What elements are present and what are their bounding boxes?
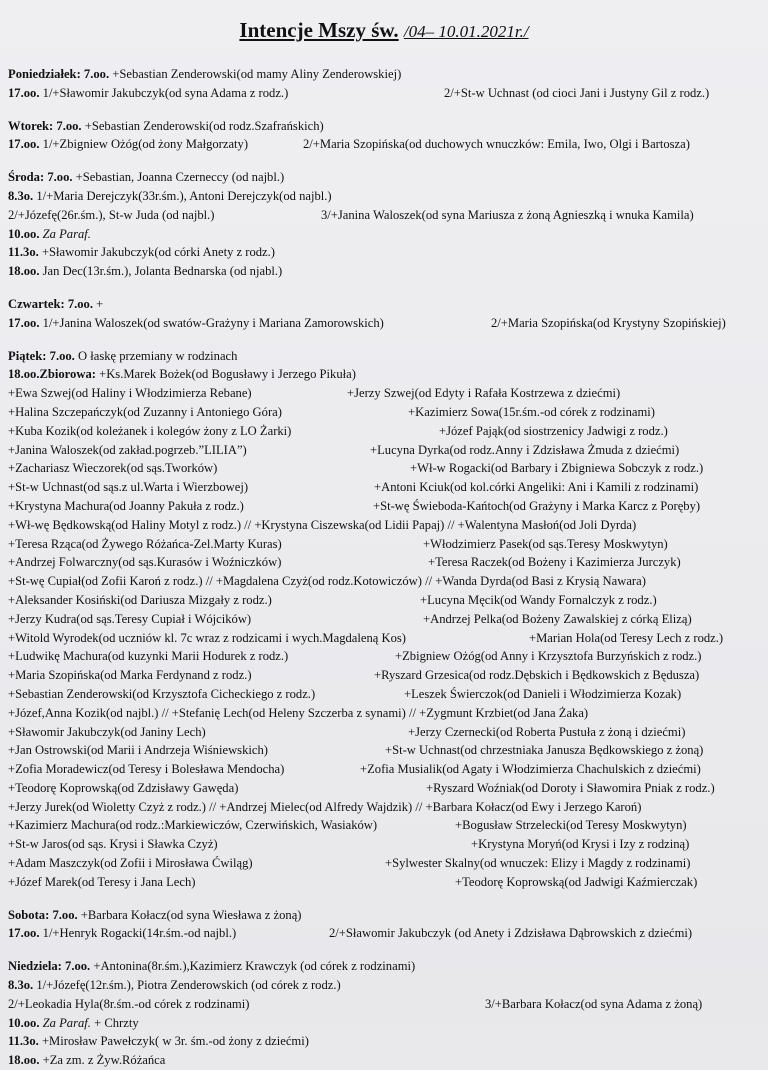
intention-text: +Józef,Anna Kozik(od najbl.) // +Stefanię Lech(od Heleny Szczerba z synami) // +Zygmunt Krzbiet(od Jana Żaka) [8, 705, 589, 720]
day-label: Poniedziałek: [8, 67, 81, 81]
intention-entry [455, 816, 687, 835]
intention-line [8, 187, 760, 206]
page-title [8, 18, 760, 43]
intention-text: 1/+Józefę(12r.śm.), Piotra Zenderowskich (od córek z rodz.) [36, 978, 341, 993]
intention-text: +Sławomir Jakubczyk(od córki Anety z rodz.) [41, 245, 275, 260]
intention-entry [8, 441, 247, 460]
intention-text: +Zbigniew Ożóg(od Anny i Krzysztofa Burzyńskich z rodz.) [395, 649, 702, 664]
intention-entry [423, 610, 692, 629]
intentions-list [8, 65, 760, 1070]
mass-time: 7.oo. [49, 348, 75, 363]
intention-text: 2/+Maria Szopińska(od Krystyny Szopińskiej) [491, 315, 726, 330]
intention-text: +Adam Maszczyk(od Zofii i Mirosława Ćwiląg) [8, 856, 253, 871]
intention-entry [428, 553, 681, 572]
day-label: Piątek: [8, 348, 47, 363]
mass-time: 7.oo. [65, 959, 91, 974]
intention-text: +St-w Uchnast(od chrzestniaka Janusza Będkowskiego z żoną) [385, 743, 704, 758]
mass-time: 17.oo. [8, 315, 40, 330]
intention-entry [370, 441, 679, 460]
intention-entry [374, 478, 698, 497]
mass-time: 18.oo. [8, 1053, 40, 1068]
intention-line [8, 117, 760, 136]
intention-line [8, 760, 760, 779]
intention-entry [8, 685, 315, 704]
intention-entry [8, 497, 244, 516]
intention-entry [8, 976, 341, 995]
day-section [8, 295, 760, 333]
intention-entry [8, 365, 356, 384]
intention-text: +Sebastian Zenderowski(od rodz.Szafrańskich) [84, 118, 324, 133]
intention-entry [8, 854, 253, 873]
intention-text: +Witold Wyrodek(od uczniów kl. 7c wraz z rodzicami i wych.Magdaleną Kos) [8, 630, 406, 645]
intention-entry [8, 206, 214, 225]
intention-entry [8, 591, 272, 610]
day-label: Sobota: [8, 907, 50, 922]
intention-line [8, 225, 760, 244]
intention-text: 1/+Janina Waloszek(od swatów-Grażyny i Mariana Zamorowskich) [42, 315, 384, 330]
intention-line [8, 723, 760, 742]
intention-text: 2/+Sławomir Jakubczyk (od Anety i Zdzisława Dąbrowskich z dziećmi) [329, 926, 693, 941]
intention-line [8, 168, 760, 187]
intention-entry [8, 262, 282, 281]
intention-text: +Barbara Kołacz(od syna Wiesława z żoną) [80, 907, 302, 922]
intention-text: +Aleksander Kosiński(od Dariusza Mizgały z rodz.) [8, 592, 272, 607]
intention-text: +Teresa Rząca(od Żywego Różańca-Zel.Marty Kuras) [8, 536, 282, 551]
intention-text: 1/+Sławomir Jakubczyk(od syna Adama z rodz.) [42, 85, 289, 100]
day-section [8, 906, 760, 944]
intention-line [8, 497, 760, 516]
intention-line [8, 65, 760, 84]
intention-line [8, 553, 760, 572]
intention-entry [485, 995, 702, 1014]
intention-text: 2/+Józefę(26r.śm.), St-w Juda (od najbl.) [8, 207, 215, 222]
intention-line [8, 535, 760, 554]
intention-text: +Ks.Marek Bożek(od Bogusławy i Jerzego Pikuła) [99, 367, 356, 382]
intention-line [8, 295, 760, 314]
intention-line [8, 685, 760, 704]
intention-entry [8, 314, 384, 333]
intention-line [8, 816, 760, 835]
title-dates: /04– 10.01.2021r./ [403, 22, 529, 41]
intention-entry [8, 516, 636, 535]
intention-text: +Jerzy Czernecki(od Roberta Pustuła z żoną i dziećmi) [408, 724, 686, 739]
intention-entry [420, 591, 657, 610]
intention-entry [8, 704, 588, 723]
intention-text: +Teodorę Koprowską(od Zdzisławy Gawęda) [8, 780, 239, 795]
day-section [8, 65, 760, 103]
mass-time: 8.3o. [8, 188, 34, 203]
intention-text: +Jan Ostrowski(od Marii i Andrzeja Wiśniewskich) [8, 743, 268, 758]
intention-entry [329, 924, 692, 943]
parish-intention: Za Paraf. [42, 1015, 91, 1030]
intention-line [8, 314, 760, 333]
intention-text: 2/+St-w Uchnast (od cioci Jani i Justyny Gil z rodz.) [444, 85, 710, 100]
intention-line [8, 873, 760, 892]
intention-entry [8, 478, 248, 497]
intention-text: +Antonina(8r.śm.),Kazimierz Krawczyk (od córek z rodzinami) [93, 959, 416, 974]
intention-entry [8, 572, 646, 591]
mass-time: 8.3o. [8, 978, 34, 993]
mass-time: 11.3o. [8, 245, 39, 260]
intention-line [8, 478, 760, 497]
intention-line [8, 206, 760, 225]
intention-entry [8, 723, 206, 742]
intention-entry [8, 65, 401, 84]
intention-entry [374, 666, 699, 685]
intention-entry [8, 553, 281, 572]
intention-line [8, 1014, 760, 1033]
intention-text: +Zofia Moradewicz(od Teresy i Bolesława Mendocha) [8, 762, 285, 777]
day-label: Czwartek: [8, 296, 65, 311]
intention-entry [8, 459, 217, 478]
intention-entry [471, 835, 689, 854]
intention-line [8, 666, 760, 685]
intention-text: Jan Dec(13r.śm.), Jolanta Bednarska (od njabl.) [42, 264, 283, 279]
intention-text: +Maria Szopińska(od Marka Ferdynand z rodz.) [8, 668, 252, 683]
intention-line [8, 995, 760, 1014]
intention-text: 3/+Janina Waloszek(od syna Mariusza z żoną Agnieszką i wnuka Kamila) [321, 207, 694, 222]
intention-entry [8, 629, 406, 648]
intention-text: +Ryszard Grzesica(od rodz.Dębskich i Będkowskich z Będusza) [374, 668, 700, 683]
day-section [8, 117, 760, 155]
intention-text: +Wł-w Rogacki(od Barbary i Zbigniewa Sobczyk z rodz.) [410, 461, 704, 476]
intention-text: O łaskę przemiany w rodzinach [77, 348, 238, 363]
intention-line [8, 647, 760, 666]
intention-text: +Janina Waloszek(od zakład.pogrzeb.”LILIA”) [8, 442, 247, 457]
intention-entry [8, 168, 284, 187]
intention-entry [8, 347, 237, 366]
day-label: Środa: [8, 170, 45, 185]
intention-entry [8, 873, 195, 892]
parish-intention: Za Paraf. [42, 226, 91, 241]
intention-entry [8, 760, 284, 779]
intention-text: +St-w Jaros(od sąs. Krysi i Sławka Czyż) [8, 837, 218, 852]
intention-text: +Ewa Szwej(od Haliny i Włodzimierza Rebane) [8, 386, 252, 401]
intention-entry [444, 84, 709, 103]
intention-entry [8, 84, 288, 103]
mass-time: 10.oo. [8, 1015, 40, 1030]
day-section [8, 347, 760, 892]
intention-entry [455, 873, 697, 892]
day-section [8, 957, 760, 1070]
intention-entry [408, 403, 655, 422]
intention-text: +Kazimierz Machura(od rodz.:Markiewiczów, Czerwińskich, Wasiaków) [8, 818, 378, 833]
intention-text: +Sebastian Zenderowski(od mamy Aliny Zenderowskiej) [112, 67, 402, 81]
intention-text: +Józef Pająk(od siostrzenicy Jadwigi z rodz.) [439, 423, 668, 438]
mass-time: 7.oo. [52, 907, 78, 922]
intention-entry [426, 779, 715, 798]
intention-text: +Kazimierz Sowa(15r.śm.-od córek z rodzinami) [408, 404, 655, 419]
mass-time: 7.oo. [83, 67, 110, 81]
intention-entry [529, 629, 723, 648]
intention-line [8, 629, 760, 648]
intention-entry [385, 854, 690, 873]
intention-text: +Włodzimierz Pasek(od sąs.Teresy Moskwytyn) [423, 536, 668, 551]
intention-entry [373, 497, 700, 516]
intention-text: +Marian Hola(od Teresy Lech z rodz.) [529, 630, 724, 645]
intention-entry [8, 924, 236, 943]
intention-text: +Za zm. z Żyw.Różańca [42, 1053, 166, 1068]
intention-text: + Chrzty [94, 1015, 139, 1030]
intention-line [8, 704, 760, 723]
intention-text: +Ryszard Woźniak(od Doroty i Sławomira Pniak z rodz.) [426, 780, 715, 795]
intention-line [8, 572, 760, 591]
mass-time: 10.oo. [8, 226, 40, 241]
day-section [8, 168, 760, 281]
intention-text: +Kuba Kozik(od koleżanek i kolegów żony z LO Żarki) [8, 423, 292, 438]
intention-line [8, 384, 760, 403]
intention-text: +Mirosław Pawełczyk( w 3r. śm.-od żony z dziećmi) [41, 1034, 309, 1049]
mass-time: 7.oo. [67, 296, 93, 311]
intention-line [8, 403, 760, 422]
intention-line [8, 459, 760, 478]
intention-entry [8, 117, 324, 136]
intention-text: +St-w Uchnast(od sąs.z ul.Warta i Wierzbowej) [8, 480, 249, 495]
intention-entry [8, 779, 238, 798]
intention-text: 1/+Maria Derejczyk(33r.śm.), Antoni Derejczyk(od najbl.) [36, 188, 332, 203]
intention-entry [404, 685, 681, 704]
intention-text: +Wł-wę Będkowską(od Haliny Motyl z rodz.) // +Krystyna Ciszewska(od Lidii Papaj) // +Walentyna Masłoń(od Joli Dyrda) [8, 517, 637, 532]
mass-time: 17.oo. [8, 926, 40, 941]
intention-line [8, 976, 760, 995]
intention-line [8, 957, 760, 976]
intention-entry [8, 187, 332, 206]
intention-text: +Zofia Musialik(od Agaty i Włodzimierza Chachulskich z dziećmi) [360, 762, 701, 777]
intention-entry [8, 835, 218, 854]
intention-text: 1/+Zbigniew Ożóg(od żony Małgorzaty) [42, 137, 249, 152]
intention-entry [8, 1051, 165, 1070]
intention-entry [8, 535, 282, 554]
intention-text: +Zachariasz Wieczorek(od sąs.Tworków) [8, 461, 218, 476]
intention-text: +Teresa Raczek(od Bożeny i Kazimierza Jurczyk) [428, 555, 681, 570]
mass-time: 18.oo. [8, 264, 40, 279]
intention-entry [8, 906, 302, 925]
intention-entry [8, 995, 249, 1014]
intention-line [8, 365, 760, 384]
intention-text: +Halina Szczepańczyk(od Zuzanny i Antoniego Góra) [8, 404, 282, 419]
intention-entry [303, 135, 690, 154]
intention-text: +Lucyna Dyrka(od rodz.Anny i Zdzisława Żmuda z dziećmi) [370, 442, 680, 457]
intention-entry [491, 314, 726, 333]
intention-text: +Sławomir Jakubczyk(od Janiny Lech) [8, 724, 206, 739]
intention-text: +Sylwester Skalny(od wnuczek: Elizy i Magdy z rodzinami) [385, 856, 691, 871]
intention-entry [423, 535, 668, 554]
intention-text: +Teodorę Koprowską(od Jadwigi Kaźmierczak) [455, 874, 698, 889]
mass-time: 11.3o. [8, 1034, 39, 1049]
intention-entry [8, 384, 252, 403]
intention-text: +Antoni Kciuk(od kol.córki Angeliki: Ani i Kamili z rodzinami) [374, 480, 699, 495]
intention-line [8, 591, 760, 610]
intention-text: +St-wę Świeboda-Kańtoch(od Grażyny i Marka Karcz z Poręby) [373, 498, 701, 513]
intention-text: 2/+Maria Szopińska(od duchowych wnuczków: Emila, Iwo, Olgi i Bartosza) [303, 137, 690, 152]
intention-text: +Krystyna Machura(od Joanny Pakuła z rodz.) [8, 498, 244, 513]
intention-entry [8, 295, 103, 314]
intention-entry [395, 647, 701, 666]
intention-entry [385, 741, 703, 760]
intention-line [8, 779, 760, 798]
intention-text: +St-wę Cupiał(od Zofii Karoń z rodz.) // +Magdalena Czyż(od rodz.Kotowiczów) // +Wanda Dyrda(od Basi z Krysią Nawara) [8, 574, 646, 589]
intention-entry [439, 422, 668, 441]
day-label: Wtorek: [8, 118, 54, 133]
intention-entry [8, 666, 252, 685]
intention-line [8, 262, 760, 281]
intention-text: +Krystyna Moryń(od Krysi i Izy z rodziną) [471, 837, 690, 852]
intention-line [8, 1032, 760, 1051]
intention-text: 2/+Leokadia Hyla(8r.śm.-od córek z rodzinami) [8, 996, 250, 1011]
intention-line [8, 347, 760, 366]
intention-entry [8, 422, 291, 441]
mass-time: 17.oo. [8, 85, 40, 100]
intention-line [8, 906, 760, 925]
intention-entry [8, 798, 641, 817]
intention-entry [8, 957, 415, 976]
intention-line [8, 84, 760, 103]
intention-text: +Andrzej Folwarczny(od sąs.Kurasów i Woźniczków) [8, 555, 282, 570]
intention-entry [8, 135, 248, 154]
intention-entry [8, 1032, 309, 1051]
intention-entry [8, 647, 288, 666]
mass-time: 7.oo. [56, 118, 82, 133]
intention-entry [8, 610, 251, 629]
intention-line [8, 741, 760, 760]
intention-text: +Sebastian Zenderowski(od Krzysztofa Cicheckiego z rodz.) [8, 686, 316, 701]
intention-text: +Leszek Świerczok(od Danieli i Włodzimierza Kozak) [404, 686, 682, 701]
intention-entry [408, 723, 685, 742]
intention-text: +Lucyna Męcik(od Wandy Fornalczyk z rodz.) [420, 592, 657, 607]
intention-entry [8, 1014, 139, 1033]
intention-line [8, 798, 760, 817]
intention-text: +Ludwikę Machura(od kuzynki Marii Hodurek z rodz.) [8, 649, 289, 664]
day-label: Niedziela: [8, 959, 62, 974]
intention-line [8, 924, 760, 943]
intention-text: +Andrzej Pelka(od Bożeny Zawalskiej z córką Elizą) [423, 611, 692, 626]
intention-text: 1/+Henryk Rogacki(14r.śm.-od najbl.) [42, 926, 237, 941]
intention-text: 3/+Barbara Kołacz(od syna Adama z żoną) [485, 996, 703, 1011]
intention-entry [347, 384, 620, 403]
intention-text: +Sebastian, Joanna Czerneccy (od najbl.) [75, 170, 285, 185]
intention-entry [8, 403, 282, 422]
mass-time: 18.oo.Zbiorowa: [8, 367, 96, 382]
intention-line [8, 135, 760, 154]
intention-line [8, 422, 760, 441]
intention-text: + [96, 296, 104, 311]
intention-line [8, 516, 760, 535]
intention-line [8, 854, 760, 873]
intention-line [8, 441, 760, 460]
intention-entry [8, 225, 91, 244]
title-main: Intencje Mszy św. [239, 18, 399, 42]
intention-line [8, 1051, 760, 1070]
intention-entry [360, 760, 701, 779]
intention-entry [321, 206, 694, 225]
intention-line [8, 243, 760, 262]
intention-line [8, 835, 760, 854]
intention-text: +Bogusław Strzelecki(od Teresy Moskwytyn) [455, 818, 687, 833]
intention-entry [8, 243, 275, 262]
intention-entry [410, 459, 703, 478]
intention-text: +Jerzy Jurek(od Wioletty Czyż z rodz.) // +Andrzej Mielec(od Alfredy Wajdzik) // +Barbara Kołacz(od Ewy i Jerzego Karoń) [8, 799, 642, 814]
mass-time: 7.oo. [47, 170, 73, 185]
intention-text: +Jerzy Kudra(od sąs.Teresy Cupiał i Wójcików) [8, 611, 252, 626]
mass-time: 17.oo. [8, 137, 40, 152]
intention-entry [8, 741, 268, 760]
intention-line [8, 610, 760, 629]
intention-text: +Jerzy Szwej(od Edyty i Rafała Kostrzewa z dziećmi) [347, 386, 621, 401]
intention-text: +Józef Marek(od Teresy i Jana Lech) [8, 874, 196, 889]
intention-entry [8, 816, 377, 835]
